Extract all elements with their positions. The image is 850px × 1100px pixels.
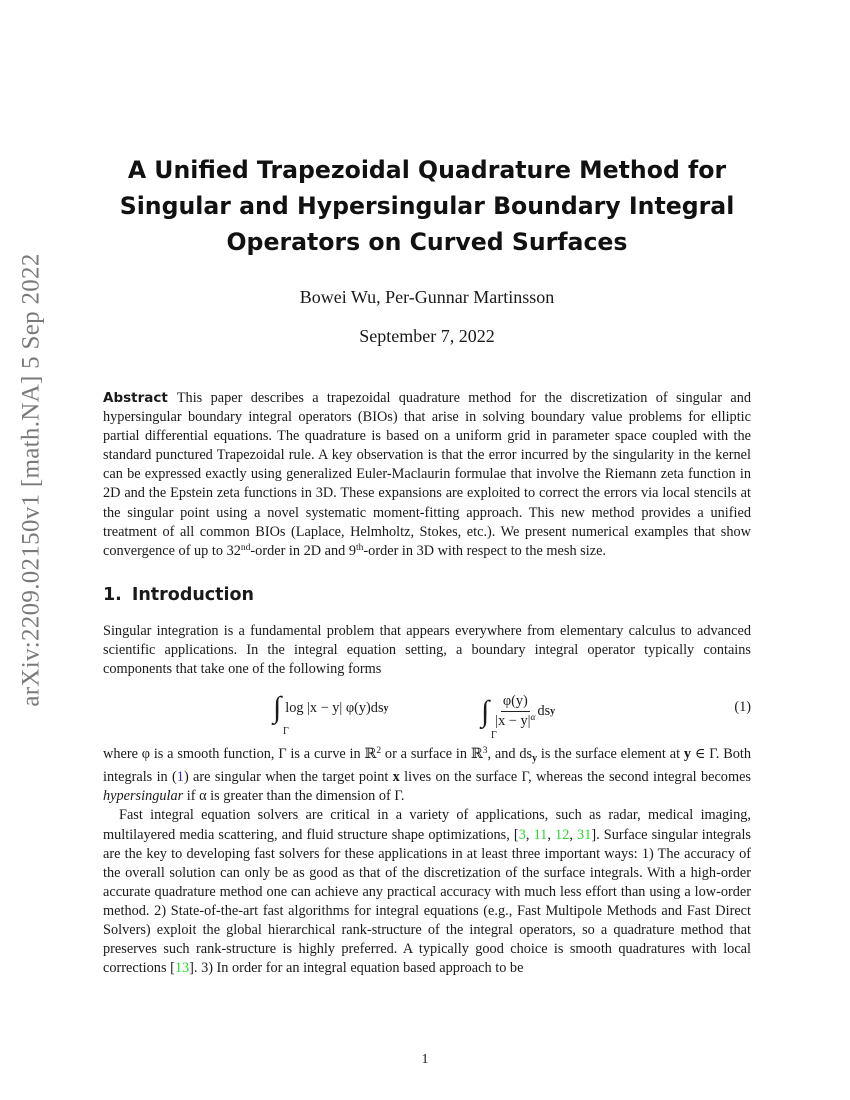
arxiv-stamp-text: arXiv:2209.02150v1 [math.NA] 5 Sep 2022 xyxy=(18,253,46,707)
equation-hypersingular-integral: ∫ Γ $\frac{\varphi(y)}{|x - y|^\alpha}$ ds y xyxy=(481,693,556,741)
authors: Bowei Wu, Per-Gunnar Martinsson xyxy=(299,287,555,307)
abstract-text-mid: -order in 2D and 9 xyxy=(250,542,357,559)
intro-paragraph-2: where φ is a smooth function, Γ is a curve in ℝ$^2$ or a surface in ℝ$^3$, and $ds_y$ is the surface element at y ∈ Γ. Both integrals in (1) are singular when the target point x lives on the surface Γ, whereas the second integral becomes hypersingular if α is greater than the dimension of Γ. xyxy=(103,746,752,805)
section-number: 1. xyxy=(103,584,122,605)
publication-date: September 7, 2022 xyxy=(359,326,495,346)
citation-link[interactable]: 13 xyxy=(174,960,190,977)
intro-paragraph-3: Fast integral equation solvers are critical in a variety of applications, such as radar, medical imaging, multilayered media scattering, and fluid structure shape optimizations, [3, 11, 12, 31]. Surface singular integrals are the key to developing fast solvers for these applications in at least three important ways: 1) The accuracy of the overall solution can only be as good as that of the discretization of the surface integrals. With a high-order accurate quadrature method one can achieve any practical accuracy with much less effort than using a low-order method. 2) State-of-the-art fast algorithms for integral equations (e.g., Fast Multipole Methods and Fast Direct Solvers) exploit the global hierarchical rank-structure of the integral operators, so a quadrature method that preserves such rank-structure is highly preferred. A typically good choice is smooth quadratures with local corrections [13]. 3) In order for an integral equation based approach to be xyxy=(103,807,751,977)
paper-page xyxy=(103,0,751,978)
paper-title xyxy=(103,152,751,260)
abstract xyxy=(103,389,751,561)
abstract-text-end: -order in 3D with respect to the mesh size. xyxy=(363,542,606,559)
title-line-3: Operators on Curved Surfaces xyxy=(226,228,628,256)
integral-sign: ∫ Γ xyxy=(481,694,497,741)
section-heading-introduction xyxy=(103,583,751,607)
equation-log-integral: ∫ Γ log |x − y| φ(y)ds y xyxy=(273,691,389,738)
fraction: $\frac{\varphi(y)}{|x - y|^\alpha}$ xyxy=(495,693,536,730)
page-number: 1 xyxy=(421,1052,429,1067)
arxiv-stamp xyxy=(12,253,52,707)
equation-1 xyxy=(103,685,751,741)
superscript: nd xyxy=(240,542,251,553)
citation-link[interactable]: 11 xyxy=(533,826,548,843)
citation-link[interactable]: 3 xyxy=(518,826,526,843)
abstract-label: Abstract xyxy=(103,390,168,406)
title-line-1: A Unified Trapezoidal Quadrature Method for xyxy=(127,156,727,184)
intro-paragraph-1: Singular integration is a fundamental problem that appears everywhere from elementary calculus to advanced scientific applications. In the integral equation setting, a boundary integral operator typically contains components that take one of the following forms xyxy=(103,622,751,678)
citation-link[interactable]: 12 xyxy=(555,826,570,843)
equation-ref-link[interactable]: 1 xyxy=(176,769,184,786)
title-line-2: Singular and Hypersingular Boundary Integral xyxy=(119,192,735,220)
citation-link[interactable]: 31 xyxy=(577,826,592,843)
integral-sign: ∫ Γ xyxy=(273,691,289,738)
log-kernel-expression: log |x − y| φ(y)ds xyxy=(285,699,384,716)
superscript: th xyxy=(356,542,364,553)
equation-number: (1) xyxy=(734,699,751,716)
section-title: Introduction xyxy=(131,584,255,605)
abstract-text: This paper describes a trapezoidal quadrature method for the discretization of singular and hypersingular boundary integral operators (BIOs) that arise in solving boundary value problems for elliptic partial differential equations. The quadrature is based on a uniform grid in parameter space coupled with the standard punctured Trapezoidal rule. A key observation is that the error incurred by the singularity in the kernel can be expressed exactly using generalized Euler-Maclaurin formulae that involve the Riemann zeta function in 2D and the Epstein zeta functions in 3D. These expansions are exploited to correct the errors via local stencils at the singular point using a novel systematic moment-fitting approach. This new method provides a unified treatment of all common BIOs (Laplace, Helmholtz, Stokes, etc.). We present numerical examples that show convergence of up to 32 xyxy=(103,390,751,559)
